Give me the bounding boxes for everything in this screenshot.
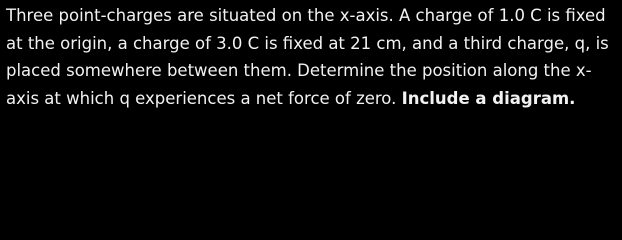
problem-line-3: placed somewhere between them. Determine the position along the x- xyxy=(6,61,592,80)
problem-line-2: at the origin, a charge of 3.0 C is fixed at 21 cm, and a third charge, q, is xyxy=(6,33,609,53)
diagram-instruction: Include a diagram. xyxy=(401,88,576,108)
problem-statement xyxy=(0,0,622,116)
problem-line-4 xyxy=(6,85,616,113)
problem-line-4-text: axis at which q experiences a net force of zero. xyxy=(6,88,402,108)
problem-line-1: Three point-charges are situated on the x-axis. A charge of 1.0 C is fixed xyxy=(6,6,606,25)
